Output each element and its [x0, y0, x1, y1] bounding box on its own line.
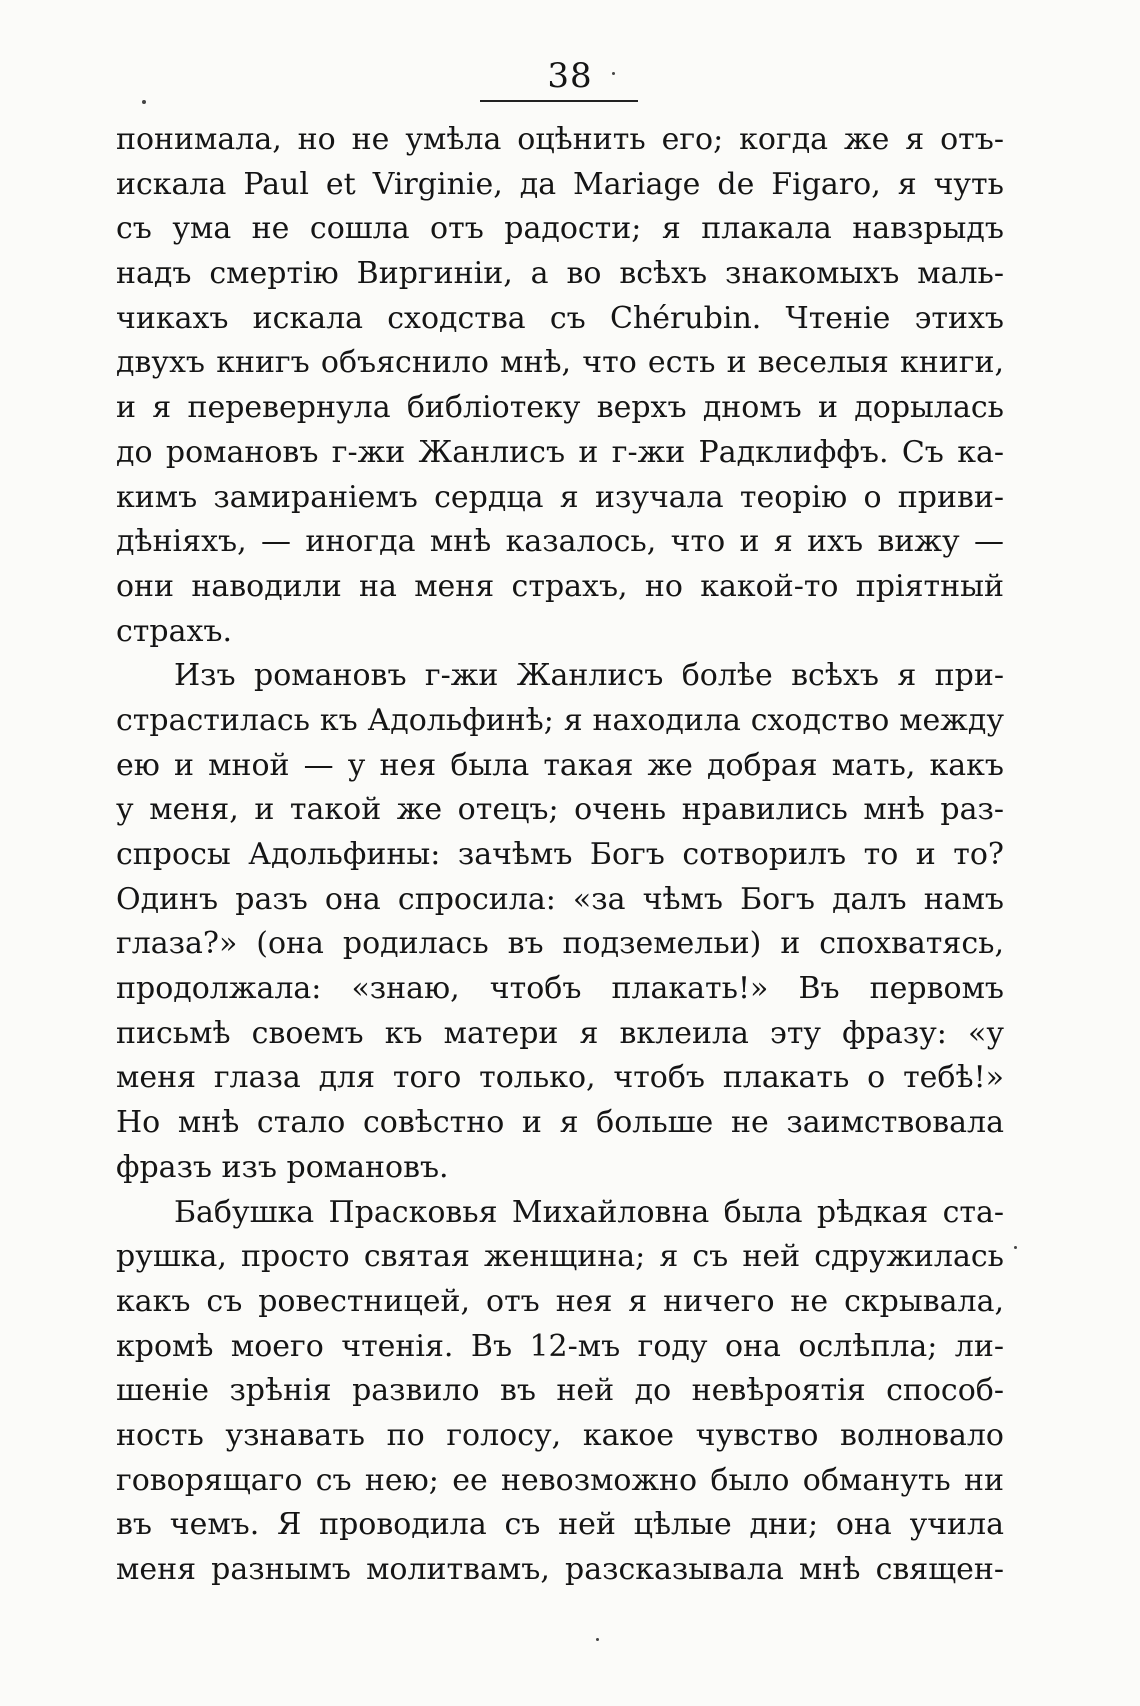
page-number-rule: [480, 100, 638, 102]
text-line: какъ съ ровестницей, отъ нея я ничего не скрывала,: [116, 1283, 1004, 1319]
text-line: кромѣ моего чтенiя. Въ 12-мъ году она ослѣпла; ли-: [116, 1328, 1004, 1364]
text-line: фразъ изъ романовъ.: [116, 1149, 449, 1185]
text-line: чикахъ искала сходства съ Chérubin. Чтенiе этихъ: [116, 300, 1004, 336]
print-speck: [142, 100, 146, 104]
print-speck: [1014, 1246, 1017, 1249]
text-line: ность узнавать по голосу, какое чувство волновало: [116, 1417, 1004, 1453]
text-line: ею и мной — у нея была такая же добрая мать, какъ: [116, 747, 1004, 783]
text-line: понимала, но не умѣла оцѣнить его; когда же я отъ-: [116, 122, 1004, 157]
text-line: страхъ.: [116, 613, 233, 649]
text-line: и я перевернула библiотеку верхъ дномъ и дорылась: [116, 390, 1004, 426]
text-line: говорящаго съ нею; ее невозможно было обмануть ни: [116, 1462, 1004, 1498]
text-line: Изъ романовъ г-жи Жанлисъ болѣе всѣхъ я при-: [174, 658, 1004, 694]
text-line: страстилась къ Адольфинѣ; я находила сходство между: [116, 702, 1004, 738]
text-line: до романовъ г-жи Жанлисъ и г-жи Радклиффъ. Съ ка-: [116, 434, 1004, 470]
text-line: Но мнѣ стало совѣстно и я больше не заимствовала: [116, 1105, 1004, 1141]
page-number: 38: [547, 56, 593, 96]
paragraph-1: [116, 118, 1004, 654]
text-line: Бабушка Прасковья Михайловна была рѣдкая ста-: [174, 1194, 1004, 1230]
text-line: они наводили на меня страхъ, но какой-то прiятный: [116, 568, 1004, 604]
paragraph-2: [116, 654, 1004, 1190]
text-line: спросы Адольфины: зачѣмъ Богъ сотворилъ то и то?: [116, 837, 1004, 872]
text-line: кимъ замиранiемъ сердца я изучала теорiю о приви-: [116, 479, 1004, 515]
text-line: съ ума не сошла отъ радости; я плакала навзрыдъ: [116, 211, 1004, 247]
text-line: надъ смертiю Виргинiи, а во всѣхъ знакомыхъ маль-: [116, 256, 1004, 292]
text-line: Одинъ разъ она спросила: «за чѣмъ Богъ далъ намъ: [116, 881, 1004, 917]
text-line: двухъ книгъ объяснило мнѣ, что есть и веселыя книги,: [116, 345, 1004, 381]
text-line: письмѣ своемъ къ матери я вклеила эту фразу: «у: [116, 1015, 1004, 1051]
print-speck: [596, 1638, 599, 1641]
text-line: у меня, и такой же отецъ; очень нравились мнѣ раз-: [116, 792, 1004, 828]
text-line: шенiе зрѣнiя развило въ ней до невѣроятiя способ-: [116, 1373, 1004, 1409]
text-line: меня глаза для того только, чтобъ плакать о тебѣ!»: [116, 1060, 1004, 1096]
text-line: искала Paul et Virginie, да Mariage de Figaro, я чуть: [116, 166, 1004, 202]
text-line: меня разнымъ молитвамъ, разсказывала мнѣ священ-: [116, 1552, 1004, 1587]
text-line: глаза?» (она родилась въ подземельи) и спохватясь,: [116, 926, 1004, 962]
text-line: въ чемъ. Я проводила съ ней цѣлые дни; она учила: [116, 1507, 1004, 1543]
text-line: дѣнiяхъ, — иногда мнѣ казалось, что и я ихъ вижу —: [116, 524, 1004, 560]
paragraph-3: [116, 1191, 1004, 1593]
print-speck: [612, 72, 615, 75]
text-line: рушка, просто святая женщина; я съ ней сдружилась: [116, 1239, 1004, 1275]
text-line: продолжала: «знаю, чтобъ плакать!» Въ первомъ: [116, 971, 1004, 1007]
body-text: [116, 118, 1004, 1593]
